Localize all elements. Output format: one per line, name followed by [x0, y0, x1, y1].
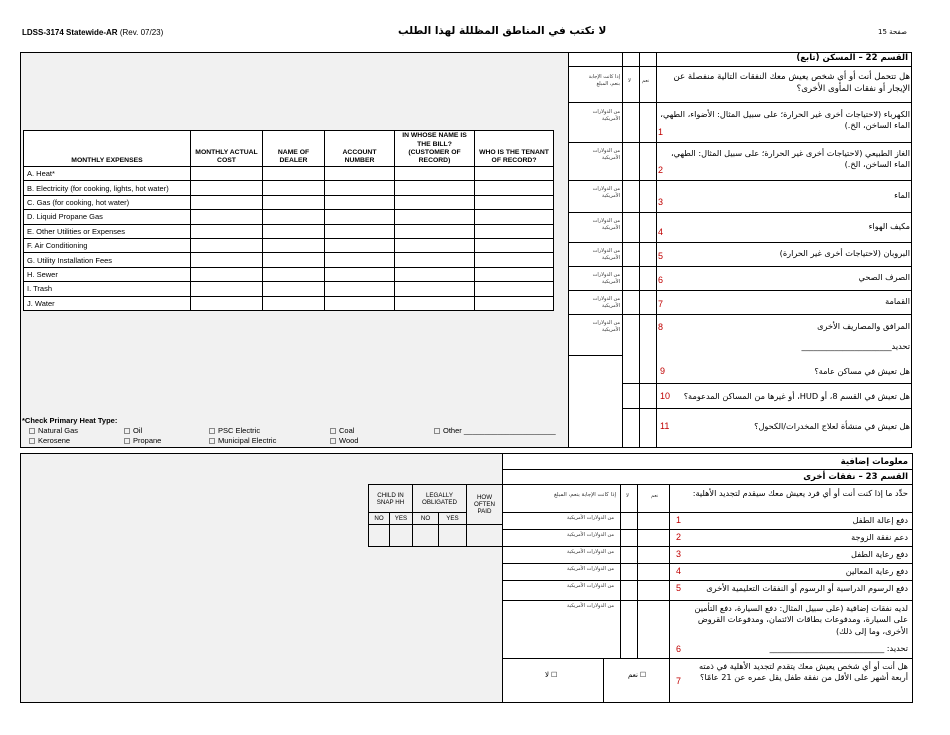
housing-col-amount: إذا كانت الإجابة بنعم، المبلغ [588, 74, 620, 87]
q7-number: 7 [676, 676, 682, 686]
other-item-text: لديه نفقات إضافية (على سبيل المثال: دفع السيارة، دفع التأمين على السيارة، ومدفوعات بطاقات الائتمان، ومدفوعات القروض الأخرى، وما إلى ذلك) [694, 603, 908, 636]
expense-label: I. Trash [24, 282, 191, 296]
q11-number: 11 [660, 421, 670, 431]
expense-input-cell[interactable] [191, 195, 263, 209]
q10-text: هل تعيش في القسم 8، أو HUD، أو غيرها من المساكن المدعومة؟ [683, 391, 910, 401]
other-item-text: دعم نفقة الزوجة [851, 532, 908, 542]
other-item-number: 5 [676, 583, 682, 593]
housing-specify-field[interactable]: تحديد______________________ [801, 341, 910, 351]
housing-item-text: الغاز الطبيعي (لاحتياجات أخرى غير الحرارة؛ على سبيل المثال: الطهي، الماء الساخن، الخ.) [671, 148, 910, 170]
other-item-number: 2 [676, 532, 682, 542]
heat-type-options [0, 426, 600, 448]
expense-input-cell[interactable] [325, 195, 395, 209]
other-specify-field[interactable]: تحديد: ____________________________ [769, 643, 908, 653]
expense-input-cell[interactable] [263, 224, 325, 238]
heat-municipal-electric[interactable]: Municipal Electric [209, 436, 276, 445]
other-amount-field[interactable]: من الدولارات الأمريكية [567, 549, 614, 555]
expense-input-cell[interactable] [475, 195, 554, 209]
housing-item-text: المرافق والمصاريف الأخرى [817, 321, 910, 331]
expense-label: C. Gas (for cooking, hot water) [24, 195, 191, 209]
other-item-text: دفع إعالة الطفل [852, 515, 908, 525]
col-bill-name: IN WHOSE NAME IS THE BILL? (CUSTOMER OF RECORD) [395, 131, 475, 167]
other-item-text: دفع رعاية المعالين [845, 566, 908, 576]
legal-no: NO [413, 513, 439, 525]
page-number: صفحة 15 [878, 28, 907, 36]
col-how-often: HOW OFTEN PAID [467, 485, 503, 525]
expense-label: J. Water [24, 296, 191, 310]
other-amount-field[interactable]: من الدولارات الأمريكية [567, 515, 614, 521]
expense-input-cell[interactable] [263, 181, 325, 195]
other-amount-field[interactable]: من الدولارات الأمريكية [567, 566, 614, 572]
expense-label: G. Utility Installation Fees [24, 253, 191, 267]
housing-item-number: 4 [658, 227, 664, 237]
housing-item-text: الكهرباء (لاحتياجات أخرى غير الحرارة؛ على سبيل المثال: الأضواء، الطهي، الماء الساخن، الخ.) [660, 109, 910, 131]
housing-item-text: الماء [894, 190, 910, 200]
legal-yes-cell[interactable] [439, 525, 467, 547]
heat-kerosene[interactable]: Kerosene [29, 436, 70, 445]
housing-item-text: القمامة [885, 296, 910, 306]
housing-col-yes: نعم [642, 78, 650, 84]
col-monthly-expenses: MONTHLY EXPENSES [24, 131, 191, 167]
expense-label: A. Heat* [24, 167, 191, 181]
legal-no-cell[interactable] [413, 525, 439, 547]
housing-item-text: الصرف الصحي [858, 272, 910, 282]
child-yes-cell[interactable] [390, 525, 413, 547]
expense-input-cell[interactable] [263, 167, 325, 181]
expense-input-cell[interactable] [263, 282, 325, 296]
housing-item-number: 2 [658, 165, 664, 175]
expense-input-cell[interactable] [395, 267, 475, 281]
expense-row [24, 282, 554, 296]
heat-coal[interactable]: Coal [330, 426, 354, 435]
housing-amount-field[interactable]: من الدولارات الأمريكية [592, 218, 620, 231]
other-amount-field[interactable]: من الدولارات الأمريكية [567, 603, 614, 609]
expense-input-cell[interactable] [191, 253, 263, 267]
expense-input-cell[interactable] [395, 210, 475, 224]
child-yes: YES [390, 513, 413, 525]
expense-input-cell[interactable] [263, 253, 325, 267]
housing-amount-field[interactable]: من الدولارات الأمريكية [592, 109, 620, 122]
housing-item-number: 5 [658, 251, 664, 261]
heat-psc-electric[interactable]: PSC Electric [209, 426, 260, 435]
expense-row [24, 181, 554, 195]
col-child-in-snap: CHILD IN SNAP HH [369, 485, 413, 513]
col-account: ACCOUNT NUMBER [325, 131, 395, 167]
expense-input-cell[interactable] [475, 238, 554, 252]
other-item-number: 1 [676, 515, 682, 525]
col-monthly-cost: MONTHLY ACTUAL COST [191, 131, 263, 167]
heat-type-title: *Check Primary Heat Type: [22, 416, 118, 425]
expense-input-cell[interactable] [191, 210, 263, 224]
expense-row [24, 224, 554, 238]
other-amount-field[interactable]: من الدولارات الأمريكية [567, 583, 614, 589]
expense-input-cell[interactable] [475, 224, 554, 238]
heat-oil[interactable]: Oil [124, 426, 142, 435]
expense-row [24, 167, 554, 181]
expense-input-cell[interactable] [191, 267, 263, 281]
expense-input-cell[interactable] [263, 267, 325, 281]
expense-input-cell[interactable] [325, 282, 395, 296]
q7-no-checkbox[interactable]: لا ☐ [545, 671, 558, 679]
expense-input-cell[interactable] [263, 195, 325, 209]
housing-amount-field[interactable]: من الدولارات الأمريكية [592, 248, 620, 261]
expense-input-cell[interactable] [475, 282, 554, 296]
expense-input-cell[interactable] [325, 167, 395, 181]
form-id: LDSS-3174 Statewide-AR (Rev. 07/23) [22, 28, 164, 37]
expense-input-cell[interactable] [325, 253, 395, 267]
col-dealer: NAME OF DEALER [263, 131, 325, 167]
q10-number: 10 [660, 391, 671, 401]
expense-input-cell[interactable] [325, 224, 395, 238]
expense-input-cell[interactable] [475, 267, 554, 281]
housing-item-number: 6 [658, 275, 664, 285]
expense-input-cell[interactable] [325, 210, 395, 224]
child-no: NO [369, 513, 390, 525]
other-item-text: دفع الرسوم الدراسية أو الرسوم أو النفقات التعليمية الأخرى [706, 583, 908, 593]
expense-input-cell[interactable] [395, 296, 475, 310]
col-tenant: WHO IS THE TENANT OF RECORD? [475, 131, 554, 167]
expense-row [24, 296, 554, 310]
expense-input-cell[interactable] [191, 181, 263, 195]
q7-text: هل أنت أو أي شخص يعيش معك يتقدم لتجديد الأهلية في ذمته أربعة أشهر على الأقل من نفقة طفل يقل عمره عن 21 عامًا؟ [698, 661, 908, 683]
expense-row [24, 253, 554, 267]
housing-amount-field[interactable]: من الدولارات الأمريكية [592, 272, 620, 285]
q7-yes-checkbox[interactable]: نعم ☐ [628, 671, 647, 679]
expense-row [24, 238, 554, 252]
housing-item-number: 7 [658, 299, 664, 309]
expense-input-cell[interactable] [475, 167, 554, 181]
other-amount-field[interactable]: من الدولارات الأمريكية [567, 532, 614, 538]
expense-input-cell[interactable] [475, 296, 554, 310]
expense-input-cell[interactable] [395, 167, 475, 181]
expense-input-cell[interactable] [191, 167, 263, 181]
heat-wood[interactable]: Wood [330, 436, 358, 445]
housing-amount-field[interactable]: من الدولارات الأمريكية [592, 296, 620, 309]
expense-input-cell[interactable] [325, 181, 395, 195]
expense-input-cell[interactable] [395, 282, 475, 296]
housing-amount-field[interactable]: من الدولارات الأمريكية [592, 148, 620, 161]
additional-info-title: معلومات إضافية [840, 457, 908, 467]
heat-other[interactable]: Other ______________________ [434, 426, 556, 435]
housing-item-text: مكيف الهواء [868, 221, 910, 231]
housing-col-no: لا [628, 78, 631, 84]
other-col-no: لا [626, 493, 629, 499]
housing-amount-field[interactable]: من الدولارات الأمريكية [592, 320, 620, 333]
other-item-number: 3 [676, 549, 682, 559]
expense-input-cell[interactable] [325, 267, 395, 281]
legal-yes: YES [439, 513, 467, 525]
monthly-expenses-table [23, 130, 554, 311]
expense-label: D. Liquid Propane Gas [24, 210, 191, 224]
expense-input-cell[interactable] [395, 195, 475, 209]
heat-natural-gas[interactable]: Natural Gas [29, 426, 78, 435]
expense-input-cell[interactable] [395, 238, 475, 252]
housing-item-text: البروبان (لاحتياجات أخرى غير الحرارة) [779, 248, 910, 258]
other-question: حدِّد ما إذا كنت أنت أو أي فرد يعيش معك سيقدم لتجديد الأهلية: [692, 488, 908, 498]
q11-text: هل تعيش في منشأة لعلاج المخدرات/الكحول؟ [754, 421, 910, 431]
expense-row [24, 210, 554, 224]
other-expenses-section-title: القسم 23 – نفقات أخرى [803, 472, 908, 482]
expense-input-cell[interactable] [325, 238, 395, 252]
q9-text: هل تعيش في مساكن عامة؟ [814, 366, 910, 376]
housing-amount-field[interactable]: من الدولارات الأمريكية [592, 186, 620, 199]
expense-input-cell[interactable] [475, 253, 554, 267]
housing-section-title: القسم 22 – المسكن (تابع) [796, 53, 908, 63]
expense-row [24, 267, 554, 281]
expense-input-cell[interactable] [263, 210, 325, 224]
q9-number: 9 [660, 366, 666, 376]
other-col-yes: نعم [651, 493, 659, 499]
shaded-notice: لا تكتب في المناطق المظللة لهذا الطلب [398, 25, 607, 37]
child-no-cell[interactable] [369, 525, 390, 547]
expense-input-cell[interactable] [191, 238, 263, 252]
expense-input-cell[interactable] [191, 282, 263, 296]
expense-input-cell[interactable] [263, 296, 325, 310]
revision: (Rev. 07/23) [119, 28, 164, 37]
expense-input-cell[interactable] [395, 224, 475, 238]
expense-label: H. Sewer [24, 267, 191, 281]
expense-input-cell[interactable] [395, 181, 475, 195]
other-item-text: دفع رعاية الطفل [851, 549, 908, 559]
expense-input-cell[interactable] [191, 224, 263, 238]
col-legally-obligated: LEGALLY OBLIGATED [413, 485, 467, 513]
expense-label: E. Other Utilities or Expenses [24, 224, 191, 238]
housing-item-number: 8 [658, 322, 664, 332]
expense-label: F. Air Conditioning [24, 238, 191, 252]
heat-propane[interactable]: Propane [124, 436, 161, 445]
housing-item-number: 3 [658, 197, 664, 207]
expense-input-cell[interactable] [191, 296, 263, 310]
housing-question: هل تتحمل أنت أو أي شخص يعيش معك النفقات التالية منفصلة عن الإيجار أو نفقات المأوى الأخرى؟ [673, 72, 910, 94]
expense-input-cell[interactable] [395, 253, 475, 267]
other-item-number: 4 [676, 566, 682, 576]
housing-item-number: 1 [658, 127, 664, 137]
expense-input-cell[interactable] [475, 181, 554, 195]
expense-label: B. Electricity (for cooking, lights, hot water) [24, 181, 191, 195]
child-support-table [368, 484, 503, 547]
other-col-amount: إذا كانت الإجابة بنعم، المبلغ [553, 492, 616, 498]
expense-input-cell[interactable] [475, 210, 554, 224]
expense-row [24, 195, 554, 209]
expense-input-cell[interactable] [325, 296, 395, 310]
how-often-cell[interactable] [467, 525, 503, 547]
other-item-number: 6 [676, 644, 682, 654]
expense-input-cell[interactable] [263, 238, 325, 252]
